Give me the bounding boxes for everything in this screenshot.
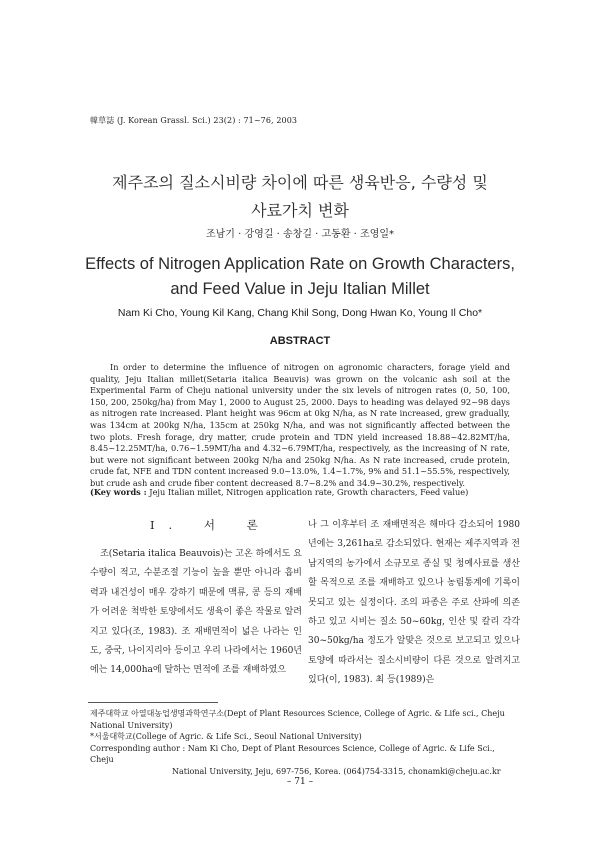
keywords	[90, 487, 510, 499]
body-column-left	[90, 545, 302, 681]
body-column-right	[308, 516, 520, 691]
korean-title-line-2: 사료가치 변화	[251, 201, 349, 220]
corresponding-label: Corresponding author :	[90, 743, 186, 753]
journal-citation: 韓草誌 (J. Korean Grassl. Sci.) 23(2) : 71~76, 2003	[90, 116, 298, 125]
english-authors: Nam Ki Cho, Young Kil Kang, Chang Khil Song, Dong Hwan Ko, Young Il Cho*	[117, 307, 483, 319]
english-title-line-2: and Feed Value in Jeju Italian Millet	[170, 280, 430, 298]
section-heading-introduction: I. 서 론	[150, 518, 272, 532]
korean-title-line-1: 제주조의 질소시비량 차이에 따른 생육반응, 수량성 및	[112, 173, 488, 192]
abstract-heading: ABSTRACT	[269, 335, 331, 347]
footnote-corresponding	[90, 743, 510, 766]
english-title-line-1: Effects of Nitrogen Application Rate on Growth Characters,	[85, 255, 515, 273]
page-number: – 71 –	[286, 777, 314, 787]
corresponding-text: Nam Ki Cho, Dept of Plant Resources Science, College of Agric. & Life Sci., Cheju	[90, 743, 495, 765]
intro-paragraph-left: 조(Setaria italica Beauvois)는 고온 하에서도 요수량이 적고, 수분조절 기능이 높을 뿐만 아니라 흡비력과 내건성이 매우 강하기 때문에 맥류, 콩 등의 재배가 어려운 척박한 토양에서도 생육이 좋은 작물로 알려지고 있다(조, 1983). 조 재배면적이 넓은 나라는 인도, 중국, 나이지리아 등이고 우리 나라에서는 1960년에는 14,000ha에 달하는 면적에 조를 재배하였으	[90, 549, 302, 676]
intro-paragraph-right: 나 그 이후부터 조 재배면적은 해마다 감소되어 1980년에는 3,261ha로 감소되었다. 현재는 제주지역과 전남지역의 농가에서 소규모로 종실 및 청예사료를 생산할 목적으로 조를 재배하고 있으나 농림통계에 기록이 못되고 있는 실정이다. 조의 파종은 주로 산파에 의존하고 있고 시비는 질소 50~60kg, 인산 및 칼리 각각 30~50kg/ha 정도가 알맞은 것으로 보고되고 있으나 토양에 따라서는 질소시비량이 다른 것으로 알려지고 있다(이, 1983). 최 등(1989)은	[308, 520, 520, 686]
korean-authors: 조남기 · 강영길 · 송창길 · 고동환 · 조영일*	[205, 229, 395, 240]
abstract-text: In order to determine the influence of nitrogen on agronomic characters, forage yield and quality, Jeju Italian millet(Setaria italica Beauvis) was grown on the volcanic ash soil at the Experimental Farm of Cheju national university under the six levels of nitrogen rates (0, 50, 100, 150, 200, 250kg/ha) from May 1, 2000 to August 25, 2000. Days to heading was delayed 92~98 days as nitrogen rate increased. Plant height was 96cm at 0kg N/ha, as N rate increased, grew gradually, was 134cm at 200kg N/ha, 135cm at 250kg N/ha, and was not significantly affected between the two plots. Fresh forage, dry matter, crude protein and TDN yield increased 18.88~42.82MT/ha, 8.45~12.25MT/ha, 0.76~1.59MT/ha and 4.32~6.79MT/ha, respectively, as the increasing of N rate, but were not significant between 200kg N/ha and 250kg N/ha. As N rate increased, crude protein, crude fat, NFE and TDN content increased 9.0~13.0%, 1.4~1.7%, 9% and 51.1~55.5%, respectively, but crude ash and crude fiber content decreased 8.7~8.2% and 34.9~30.2%, respectively.	[90, 362, 510, 488]
footnote-affiliation-1: 제주대학교 아열대농업생명과학연구소(Dept of Plant Resources Science, College of Agric. & Life sci., Cheju National University)	[90, 709, 505, 730]
keywords-list: Jeju Italian millet, Nitrogen application rate, Growth characters, Feed value)	[149, 487, 469, 497]
keywords-label: (Key words :	[90, 487, 147, 497]
footnote-divider	[88, 702, 218, 703]
footnote-corresponding-cont: National University, Jeju, 697-756, Korea. (064)754-3315, chonamki@cheju.ac.kr	[172, 766, 501, 776]
footnotes	[90, 708, 510, 778]
footnote-affiliation-2: *서울대학교(College of Agric. & Life Sci., Seoul National University)	[90, 732, 362, 742]
